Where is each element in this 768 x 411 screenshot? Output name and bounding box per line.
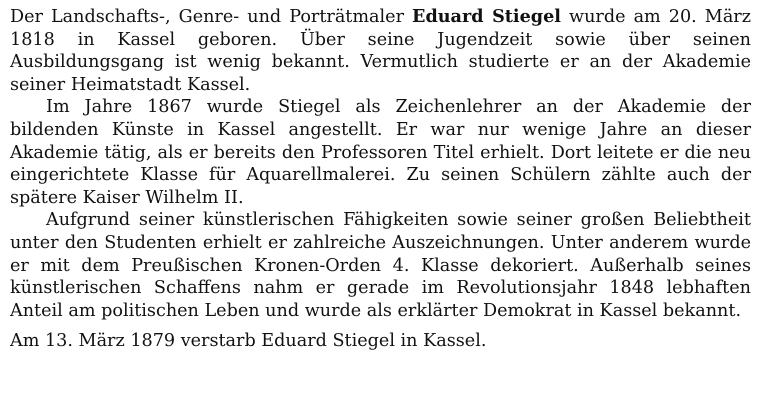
intro-text: Der Landschafts-, Genre- und Porträtmaler bbox=[10, 7, 413, 27]
paragraph-intro bbox=[10, 6, 751, 96]
document-body bbox=[10, 6, 751, 353]
paragraph-death: Am 13. März 1879 verstarb Eduard Stiegel in Kassel. bbox=[10, 331, 487, 352]
paragraph-honors: Aufgrund seiner künstlerischen Fähigkeiten sowie seiner großen Beliebtheit unter den Studenten erhielt er zahlreiche Auszeichnungen. Unter anderem wurde er mit dem Preußischen Kronen-Orden 4. Klasse dekoriert. Außerhalb seines künstlerischen Schaffens nahm er gerade im Revolutionsjahr 1848 lebhaften Anteil am politischen Leben und wurde als erklärter Demokrat in Kassel bekannt. bbox=[10, 210, 751, 321]
person-name-bold: Eduard Stiegel bbox=[412, 6, 561, 27]
paragraph-career: Im Jahre 1867 wurde Stiegel als Zeichenlehrer an der Akademie der bildenden Künste in Kassel angestellt. Er war nur wenige Jahre an dieser Akademie tätig, als er bereits den Professoren Titel erhielt. Dort leitete er die neu eingerichtete Klasse für Aquarellmalerei. Zu seinen Schülern zählte auch der spätere Kaiser Wilhelm II. bbox=[10, 97, 751, 208]
intro-text-continued: wurde am 20. März 1818 in Kassel geboren. Über seine Jugendzeit sowie über seinen Ausbildungsgang ist wenig bekannt. Vermutlich studierte er an der Akademie seiner Heimatstadt Kassel. bbox=[10, 7, 751, 95]
